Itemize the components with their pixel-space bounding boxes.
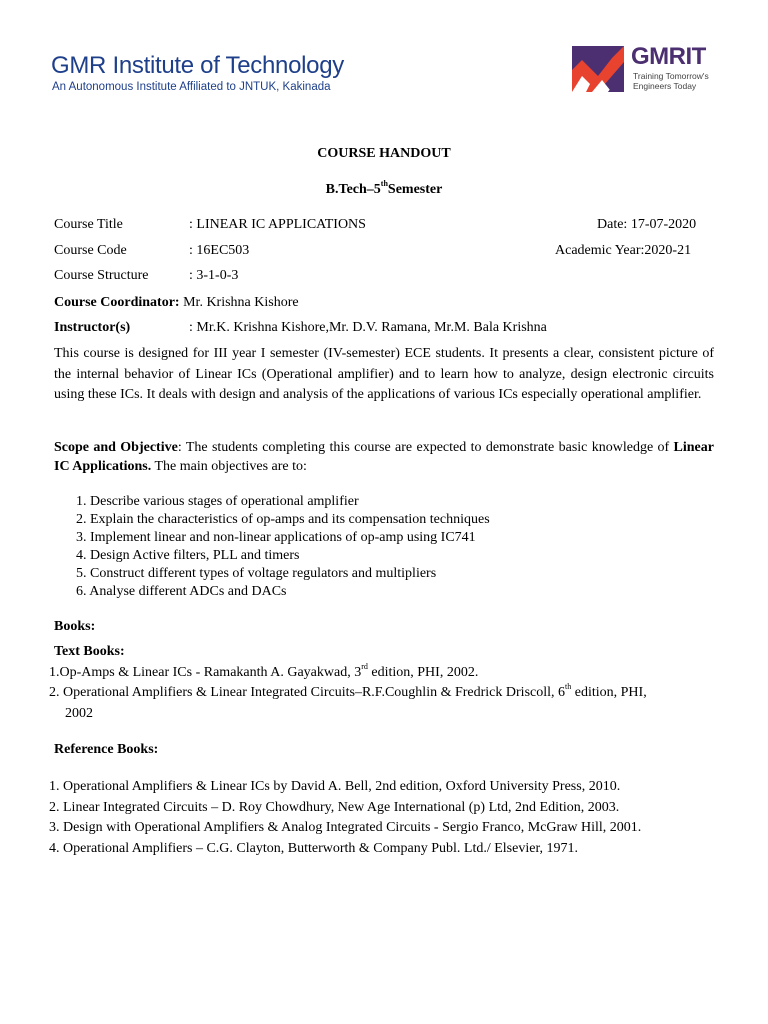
semester-suffix: Semester [387, 182, 443, 197]
text-book-2 [49, 682, 647, 701]
institute-name: GMR Institute of Technology [51, 52, 344, 79]
institute-subtitle: An Autonomous Institute Affiliated to JNTUK, Kakinada [52, 81, 331, 93]
semester-sup: th [380, 179, 388, 188]
reference-book: 4. Operational Amplifiers – C.G. Clayton, Butterworth & Company Publ. Ltd./ Elsevier, 1971. [49, 841, 579, 856]
course-code-label: Course Code [54, 243, 127, 258]
course-title-value: : LINEAR IC APPLICATIONS [189, 217, 366, 232]
objective-item: 3. Implement linear and non-linear applications of op-amp using IC741 [76, 530, 476, 545]
reference-book: 1. Operational Amplifiers & Linear ICs by David A. Bell, 2nd edition, Oxford University Press, 2010. [49, 779, 621, 794]
document-title: COURSE HANDOUT [317, 146, 451, 161]
academic-year: Academic Year:2020-21 [555, 243, 692, 258]
scope-objective [54, 438, 714, 476]
gmrit-logo-icon [572, 46, 624, 92]
objective-item: 5. Construct different types of voltage regulators and multipliers [76, 566, 437, 581]
text-books-heading: Text Books: [54, 644, 125, 659]
logo-tagline [633, 71, 709, 91]
logo-tagline-line-2: Engineers Today [633, 81, 697, 91]
course-structure-label: Course Structure [54, 268, 149, 283]
scope-label: Scope and Objective [54, 440, 178, 455]
logo-name: GMRIT [631, 43, 706, 70]
text-book-2-end: edition, PHI, [571, 685, 647, 700]
text-book-1 [49, 662, 479, 681]
course-structure-value: : 3-1-0-3 [189, 268, 239, 283]
course-description: This course is designed for III year I semester (IV-semester) ECE students. It presents a clear, consistent picture of the internal behavior of Linear ICs (Operational amplifier) and to learn how to analyze, design electronic circuits using these ICs. It deals with design and analysis of the applications of various ICs especially operational amplifier. [54, 346, 714, 402]
scope-text-1: : The students completing this course are expected to demonstrate basic knowledge of [177, 440, 674, 455]
coordinator-value: Mr. Krishna Kishore [179, 295, 299, 310]
semester-heading [0, 179, 768, 198]
objective-item: 4. Design Active filters, PLL and timers [76, 548, 300, 563]
course-title-label: Course Title [54, 217, 123, 232]
objective-item: 1. Describe various stages of operational amplifier [76, 494, 359, 509]
logo-tagline-line-1: Training Tomorrow's [633, 71, 709, 81]
objective-item: 2. Explain the characteristics of op-amps and its compensation techniques [76, 512, 490, 527]
text-book-1-sup: rd [361, 662, 368, 671]
scope-bold: Linear IC Applications. [54, 440, 714, 474]
books-heading: Books: [54, 619, 96, 634]
coordinator-line [54, 295, 299, 311]
objective-item: 6. Analyse different ADCs and DACs [76, 584, 287, 599]
semester-prefix: B.Tech–5 [325, 182, 381, 197]
instructor-value: : Mr.K. Krishna Kishore,Mr. D.V. Ramana, Mr.M. Bala Krishna [189, 320, 547, 335]
text-book-1-end: edition, PHI, 2002. [367, 665, 479, 680]
text-book-2-main: 2. Operational Amplifiers & Linear Integrated Circuits–R.F.Coughlin & Fredrick Driscoll, 6 [49, 685, 566, 700]
scope-text-2: The main objectives are to: [151, 459, 307, 474]
text-book-2-continued: 2002 [65, 706, 93, 721]
course-code-value: : 16EC503 [189, 243, 250, 258]
reference-book: 2. Linear Integrated Circuits – D. Roy Chowdhury, New Age International (p) Ltd, 2nd Edition, 2003. [49, 800, 620, 815]
reference-book: 3. Design with Operational Amplifiers & Analog Integrated Circuits - Sergio Franco, McGraw Hill, 2001. [49, 820, 642, 835]
instructor-label: Instructor(s) [54, 320, 131, 335]
objectives-list [76, 493, 490, 601]
coordinator-label: Course Coordinator: [54, 295, 180, 310]
date: Date: 17-07-2020 [597, 217, 697, 232]
text-book-2-sup: th [565, 682, 572, 691]
text-book-1-main: 1.Op-Amps & Linear ICs - Ramakanth A. Gayakwad, 3 [49, 665, 362, 680]
reference-books-heading: Reference Books: [54, 742, 159, 757]
